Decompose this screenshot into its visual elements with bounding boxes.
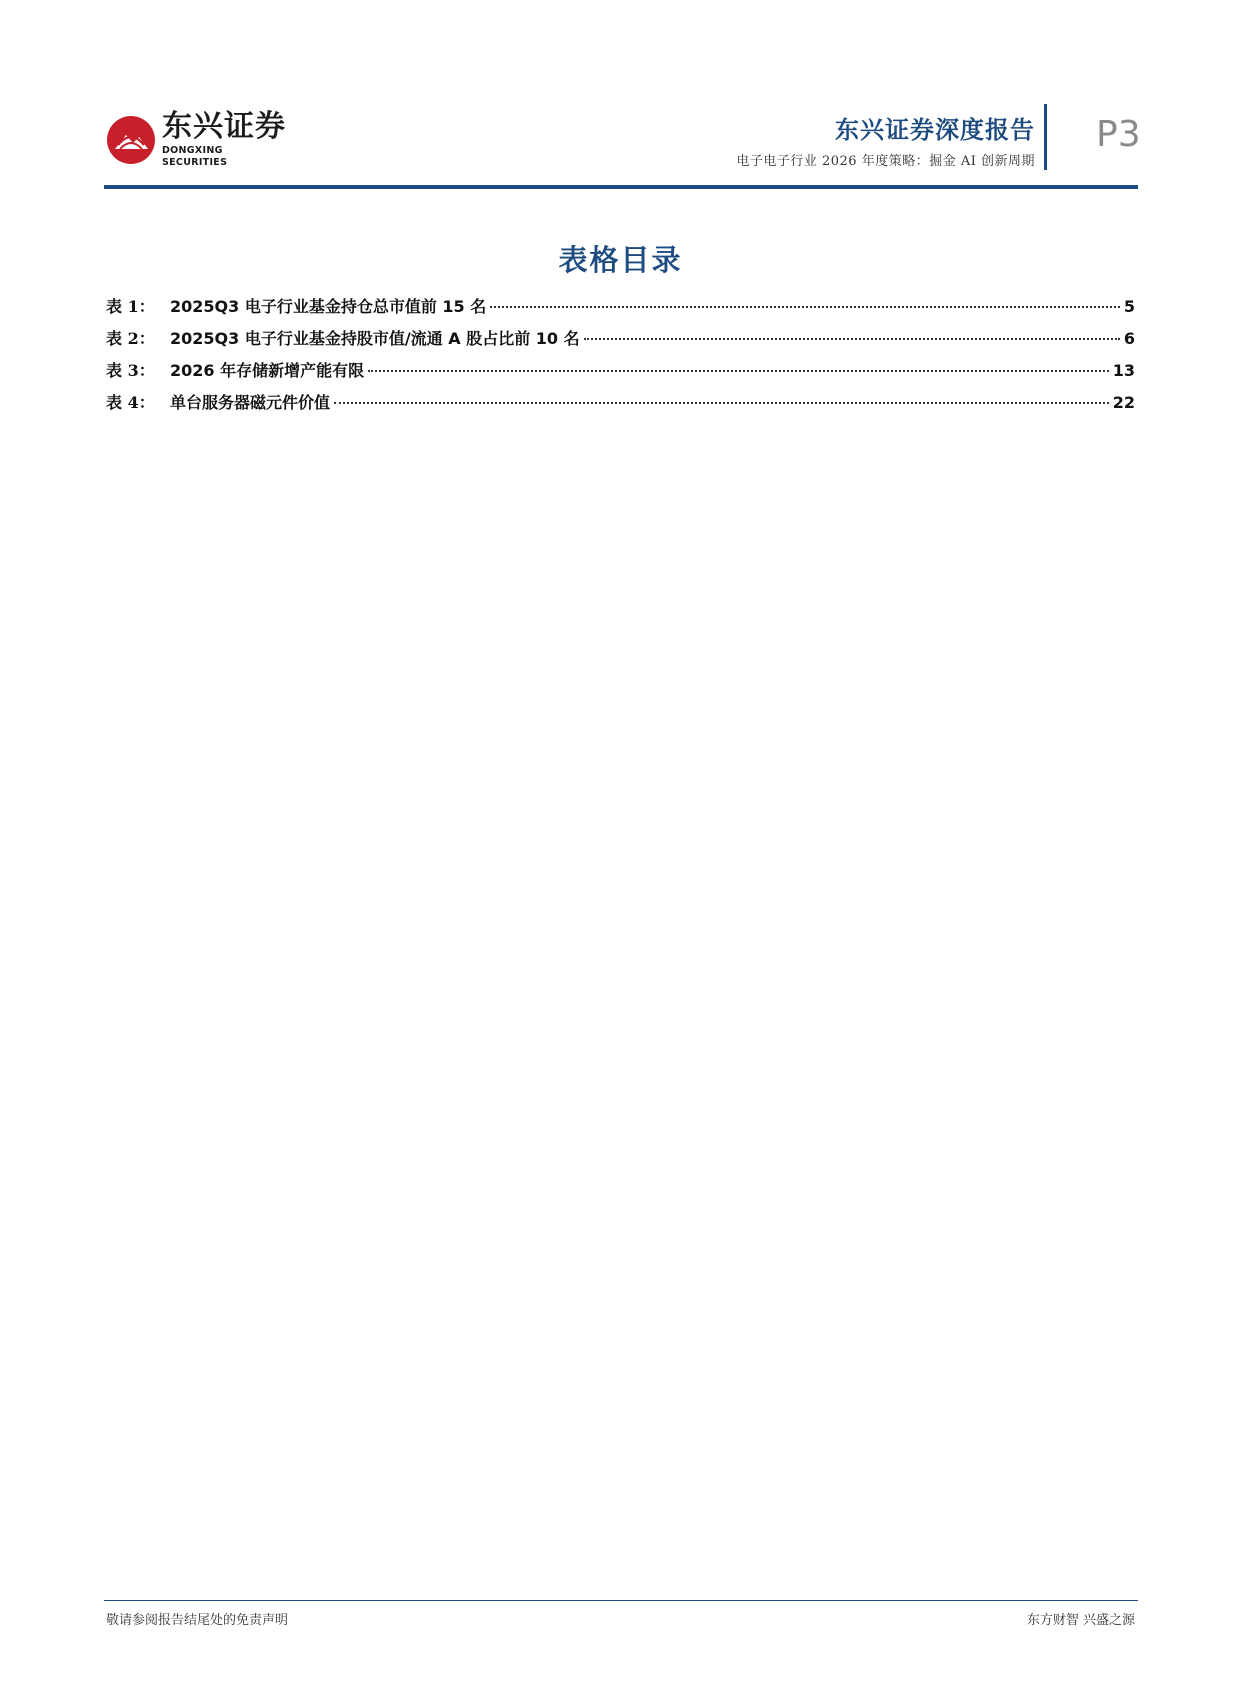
logo-name-en: DONGXING SECURITIES (162, 145, 228, 168)
toc-title: 表格目录 (558, 243, 683, 277)
company-logo (106, 109, 286, 168)
logo-name-cn: 东兴证券 (162, 109, 286, 144)
toc-entry-text: 2025Q3 电子行业基金持仓总市值前 15 名 (170, 297, 487, 316)
footer-slogan: 东方财智 兴盛之源 (1026, 1613, 1135, 1628)
toc-leader-dots (334, 402, 1109, 404)
dongxing-logo-icon (106, 115, 156, 165)
toc-entry[interactable] (106, 326, 1135, 358)
page-number: P3 (1096, 114, 1141, 155)
toc-entry-page: 6 (1123, 329, 1135, 348)
toc-entry-page: 5 (1123, 297, 1135, 316)
toc-entry-text: 单台服务器磁元件价值 (170, 393, 331, 412)
toc-entry-label: 表 2： (106, 329, 155, 348)
report-subtitle: 电子电子行业 2026 年度策略：掘金 AI 创新周期 (736, 154, 1035, 169)
toc-entry[interactable] (106, 390, 1135, 422)
report-title: 东兴证券深度报告 (835, 116, 1035, 144)
toc-leader-dots (584, 338, 1120, 340)
header-divider (1044, 104, 1047, 170)
toc-leader-dots (368, 370, 1109, 372)
table-of-tables (106, 294, 1135, 422)
toc-entry-text: 2026 年存储新增产能有限 (170, 361, 365, 380)
toc-entry-label: 表 4： (106, 393, 155, 412)
footer-disclaimer: 敬请参阅报告结尾处的免责声明 (106, 1613, 289, 1628)
toc-entry-label: 表 3： (106, 361, 155, 380)
footer-rule (104, 1600, 1138, 1601)
toc-entry-text: 2025Q3 电子行业基金持股市值/流通 A 股占比前 10 名 (170, 329, 580, 348)
toc-entry-page: 13 (1112, 361, 1135, 380)
header-rule (104, 185, 1138, 189)
toc-entry-page: 22 (1112, 393, 1135, 412)
toc-entry[interactable] (106, 294, 1135, 326)
toc-entry-label: 表 1： (106, 297, 155, 316)
toc-leader-dots (490, 306, 1120, 308)
toc-entry[interactable] (106, 358, 1135, 390)
